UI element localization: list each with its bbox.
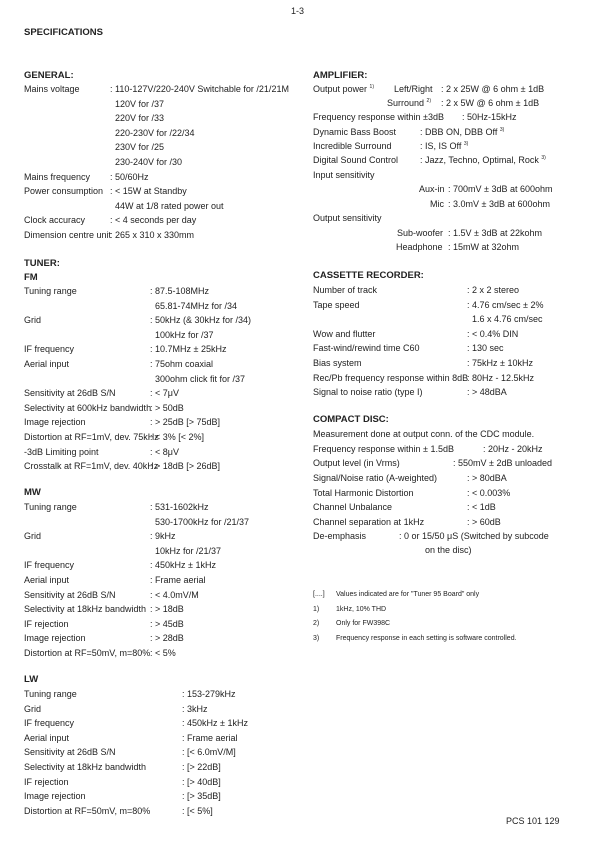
lw-heading: LW [24, 674, 39, 685]
cd-level-value: : 550mV ± 2dB unloaded [453, 458, 553, 468]
spec-value: 100kHz for /37 [155, 330, 214, 340]
spec-value: : < 3% [< 2%] [150, 432, 205, 442]
spec-label: Aerial input [24, 359, 70, 369]
spec-value: : > 48dBA [467, 387, 507, 397]
spec-value: : < 0.4% DIN [467, 329, 519, 339]
spec-label: Signal to noise ratio (type I) [313, 387, 423, 397]
spec-value: : > 28dB [150, 633, 184, 643]
spec-label: IF frequency [24, 718, 75, 728]
footnote-mark: 3) [313, 635, 320, 642]
is-value: : IS, IS Off $^{3)}$ [420, 141, 469, 151]
amplifier-heading: AMPLIFIER: [313, 70, 368, 81]
spec-value: : < 7μV [150, 388, 179, 398]
spec-label: Image rejection [24, 633, 86, 643]
spec-value: : [> 22dB] [182, 762, 221, 772]
cd-freq-value: : 20Hz - 20kHz [483, 444, 543, 454]
spec-value: : > 18dB [> 26dB] [150, 461, 221, 471]
spec-label: Sensitivity at 26dB S/N [24, 388, 116, 398]
spec-value: : 450kHz ± 1kHz [182, 718, 248, 728]
spec-value: 230V for /25 [115, 142, 165, 152]
spec-value: : [> 35dB] [182, 791, 221, 801]
spec-value: : < 5% [150, 648, 176, 658]
is-label: Incredible Surround [313, 141, 392, 151]
spec-label: Sensitivity at 26dB S/N [24, 590, 116, 600]
spec-value: 530-1700kHz for /21/37 [155, 517, 250, 527]
left-right-value: : 2 x 25W @ 6 ohm ± 1dB [441, 84, 545, 94]
spec-value: : < 15W at Standby [110, 186, 187, 196]
subwoofer-label: Sub-woofer [397, 228, 444, 238]
spec-label: Distortion at RF=50mV, m=80% [24, 648, 151, 658]
dsc-label: Digital Sound Control [313, 155, 399, 165]
spec-label: Image rejection [24, 417, 86, 427]
spec-label: IF rejection [24, 619, 69, 629]
spec-value: : > 25dB [> 75dB] [150, 417, 221, 427]
document-code: PCS 101 129 [506, 816, 560, 826]
spec-value: : 531-1602kHz [150, 502, 209, 512]
output-power-label: Output power $^{1)}$ [313, 84, 374, 94]
spec-value: : [< 5%] [182, 806, 213, 816]
spec-label: Rec/Pb frequency response within 8dB [313, 373, 469, 383]
spec-label: Aerial input [24, 733, 70, 743]
spec-value: : > 50dB [150, 403, 184, 413]
spec-value: 44W at 1/8 rated power out [115, 201, 224, 211]
aux-in-value: : 700mV ± 3dB at 600ohm [448, 184, 553, 194]
spec-value: : < 4 seconds per day [110, 215, 197, 225]
spec-value: : Frame aerial [182, 733, 238, 743]
tuner-heading: TUNER: [24, 258, 60, 269]
fm-heading: FM [24, 272, 38, 283]
spec-label: Grid [24, 315, 42, 325]
spec-label: Sensitivity at 26dB S/N [24, 747, 116, 757]
spec-label: IF rejection [24, 777, 69, 787]
spec-label: -3dB Limiting point [24, 447, 99, 457]
spec-value: : [< 6.0mV/M] [182, 747, 236, 757]
spec-label: Tuning range [24, 502, 77, 512]
spec-value: 230-240V for /30 [115, 157, 183, 167]
spec-label: Distortion at RF=1mV, dev. 75kHz [24, 432, 159, 442]
spec-value: 300ohm click fit for /37 [155, 374, 246, 384]
spec-label: Channel Unbalance [313, 502, 393, 512]
footnote-text: Frequency response in each setting is software controlled. [336, 635, 517, 642]
amp-freq-label: Frequency response within ±3dB [313, 112, 445, 122]
cassette-heading: CASSETTE RECORDER: [313, 270, 424, 281]
spec-value: 220V for /33 [115, 113, 165, 123]
spec-value: : > 45dB [150, 619, 184, 629]
cd-intro: Measurement done at output conn. of the CDC module. [313, 429, 535, 439]
mic-value: : 3.0mV ± 3dB at 600ohm [448, 199, 550, 209]
spec-value: 10kHz for /21/37 [155, 546, 222, 556]
spec-value: : < 0.003% [467, 488, 511, 498]
spec-label: IF frequency [24, 560, 75, 570]
deemphasis-label: De-emphasis [313, 531, 367, 541]
footnote-mark: [....] [313, 591, 325, 598]
left-right-label: Left/Right [394, 84, 433, 94]
spec-value: : 265 x 310 x 330mm [110, 230, 195, 240]
spec-label: Signal/Noise ratio (A-weighted) [313, 473, 438, 483]
spec-label: Tuning range [24, 286, 77, 296]
dbb-value: : DBB ON, DBB Off $^{3)}$ [420, 127, 505, 137]
footnote-text: Only for FW398C [336, 620, 391, 627]
spec-value: : < 1dB [467, 502, 496, 512]
cd-level-label: Output level (in Vrms) [313, 458, 400, 468]
spec-label: Wow and flutter [313, 329, 376, 339]
mw-heading: MW [24, 487, 41, 498]
spec-label: Distortion at RF=50mV, m=80% [24, 806, 151, 816]
spec-label: Fast-wind/rewind time C60 [313, 343, 420, 353]
spec-label: Number of track [313, 285, 378, 295]
output-sensitivity-label: Output sensitivity [313, 213, 382, 223]
spec-value: : 4.76 cm/sec ± 2% [467, 300, 544, 310]
spec-value: : 130 sec [467, 343, 504, 353]
deemphasis-value: : 0 or 15/50 μS (Switched by subcode [399, 531, 549, 541]
surround-value: : 2 x 5W @ 6 ohm ± 1dB [441, 98, 540, 108]
spec-label: Aerial input [24, 575, 70, 585]
headphone-value: : 15mW at 32ohm [448, 242, 520, 252]
footnote-text: Values indicated are for "Tuner 95 Board" only [336, 591, 480, 598]
spec-value: : 9kHz [150, 531, 176, 541]
spec-label: Mains voltage [24, 84, 80, 94]
spec-value: : 3kHz [182, 704, 208, 714]
spec-label: Dimension centre unit [24, 230, 112, 240]
mic-label: Mic [430, 199, 444, 209]
spec-value: : > 60dB [467, 517, 501, 527]
spec-value: : 2 x 2 stereo [467, 285, 520, 295]
spec-value: 65.81-74MHz for /34 [155, 301, 238, 311]
amp-freq-value: : 50Hz-15kHz [462, 112, 517, 122]
spec-label: Selectivity at 18kHz bandwidth [24, 604, 147, 614]
spec-label: Clock accuracy [24, 215, 86, 225]
spec-value: : 75kHz ± 10kHz [467, 358, 533, 368]
aux-in-label: Aux-in [419, 184, 445, 194]
page-title: SPECIFICATIONS [24, 27, 103, 38]
spec-label: Mains frequency [24, 172, 91, 182]
cd-heading: COMPACT DISC: [313, 414, 389, 425]
spec-label: Crosstalk at RF=1mV, dev. 40kHz [24, 461, 159, 471]
spec-value: : 153-279kHz [182, 689, 236, 699]
spec-value: : 80Hz - 12.5kHz [467, 373, 535, 383]
spec-value: : > 80dBA [467, 473, 507, 483]
input-sensitivity-label: Input sensitivity [313, 170, 375, 180]
footnote-mark: 2) [313, 620, 320, 627]
spec-value: 120V for /37 [115, 99, 165, 109]
spec-label: Power consumption [24, 186, 104, 196]
cd-freq-label: Frequency response within ± 1.5dB [313, 444, 455, 454]
spec-label: Total Harmonic Distortion [313, 488, 414, 498]
spec-label: Tuning range [24, 689, 77, 699]
subwoofer-value: : 1.5V ± 3dB at 22kohm [448, 228, 542, 238]
spec-label: Grid [24, 531, 42, 541]
spec-label: Channel separation at 1kHz [313, 517, 425, 527]
spec-label: Image rejection [24, 791, 86, 801]
spec-value: : [> 40dB] [182, 777, 221, 787]
spec-value: : 110-127V/220-240V Switchable for /21/21M [110, 84, 289, 94]
spec-value: : 87.5-108MHz [150, 286, 210, 296]
spec-value: : Frame aerial [150, 575, 206, 585]
spec-label: Grid [24, 704, 42, 714]
spec-label: Selectivity at 18kHz bandwidth [24, 762, 147, 772]
spec-label: Bias system [313, 358, 362, 368]
spec-value: 1.6 x 4.76 cm/sec [472, 314, 543, 324]
footnote-text: 1kHz, 10% THD [336, 606, 387, 613]
spec-value: 220-230V for /22/34 [115, 128, 195, 138]
spec-value: : 50kHz (& 30kHz for /34) [150, 315, 252, 325]
spec-label: Selectivity at 600kHz bandwidth [24, 403, 152, 413]
spec-value: : 75ohm coaxial [150, 359, 214, 369]
spec-value: : 450kHz ± 1kHz [150, 560, 216, 570]
spec-label: Tape speed [313, 300, 360, 310]
spec-value: : 50/60Hz [110, 172, 149, 182]
spec-value: : 10.7MHz ± 25kHz [150, 344, 227, 354]
deemphasis-value-cont: on the disc) [425, 545, 472, 555]
spec-value: : < 4.0mV/M [150, 590, 199, 600]
footnote-mark: 1) [313, 606, 320, 613]
spec-value: : > 18dB [150, 604, 184, 614]
general-heading: GENERAL: [24, 70, 74, 81]
spec-value: : < 8μV [150, 447, 179, 457]
dbb-label: Dynamic Bass Boost [313, 127, 397, 137]
spec-label: IF frequency [24, 344, 75, 354]
headphone-label: Headphone [396, 242, 443, 252]
dsc-value: : Jazz, Techno, Optimal, Rock $^{3)}$ [420, 155, 546, 165]
page-number: 1-3 [291, 6, 305, 16]
surround-label: Surround $^{2)}$ [387, 98, 431, 108]
